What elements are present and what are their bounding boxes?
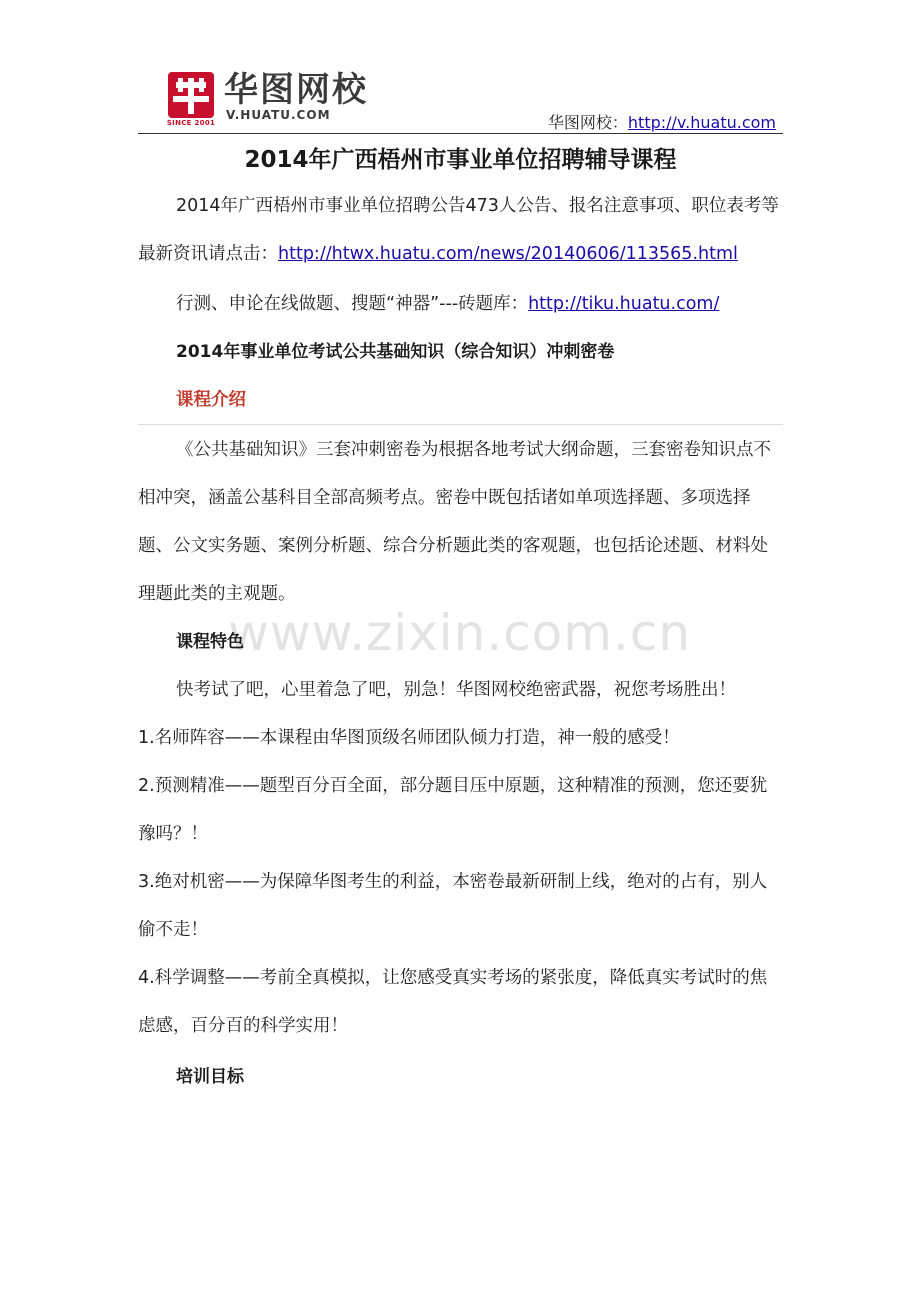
tiku-paragraph [138, 280, 783, 328]
course-intro-paragraph: 《公共基础知识》三套冲刺密卷为根据各地考试大纲命题，三套密卷知识点不相冲突，涵盖公基科目全部高频考点。密卷中既包括诸如单项选择题、多项选择题、公文实务题、案例分析题、综合分析题此类的客观题，也包括论述题、材料处理题此类的主观题。 [138, 440, 771, 604]
feature-item-1: 1.名师阵容——本课程由华图顶级名师团队倾力打造，神一般的感受！ [138, 728, 680, 748]
header-divider [138, 133, 783, 134]
feature-item-4: 4.科学调整——考前全真模拟，让您感受真实考场的紧张度，降低真实考试时的焦虑感，百分百的科学实用！ [138, 968, 768, 1036]
tiku-text: 行测、申论在线做题、搜题“神器”---砖题库： [176, 294, 529, 314]
features-heading: 课程特色 [176, 632, 244, 652]
huatu-logo[interactable] [168, 72, 398, 130]
logo-since: SINCE 2001 [166, 119, 216, 127]
document-title: 2014年广西梧州市事业单位招聘辅导课程 [244, 147, 677, 173]
tiku-link[interactable]: http://tiku.huatu.com/ [528, 294, 720, 314]
feature-item-3: 3.绝对机密——为保障华图考生的利益，本密卷最新研制上线，绝对的占有，别人偷不走！ [138, 872, 768, 940]
site-link-row [548, 110, 776, 133]
intro-text: 2014年广西梧州市事业单位招聘公告473人公告、报名注意事项、职位表考等最新资讯请点击： [138, 196, 779, 264]
goals-heading: 培训目标 [176, 1067, 244, 1087]
course-intro-heading: 课程介绍 [176, 390, 246, 410]
exam-subtitle: 2014年事业单位考试公共基础知识（综合知识）冲刺密卷 [176, 342, 615, 362]
site-link[interactable]: http://v.huatu.com [627, 113, 776, 132]
intro-link[interactable]: http://htwx.huatu.com/news/20140606/113565.html [278, 244, 738, 264]
huatu-logo-icon [168, 72, 214, 118]
features-lead: 快考试了吧，心里着急了吧，别急！华图网校绝密武器，祝您考场胜出！ [176, 680, 736, 700]
logo-domain: V.HUATU.COM [226, 108, 331, 122]
logo-name: 华图网校 [224, 70, 368, 110]
feature-item-2: 2.预测精准——题型百分百全面，部分题目压中原题，这种精准的预测，您还要犹豫吗？！ [138, 776, 768, 844]
intro-paragraph [138, 182, 783, 278]
watermark: www.zixin.com.cn [228, 604, 692, 662]
site-label: 华图网校： [547, 113, 628, 132]
section-divider [138, 424, 783, 425]
